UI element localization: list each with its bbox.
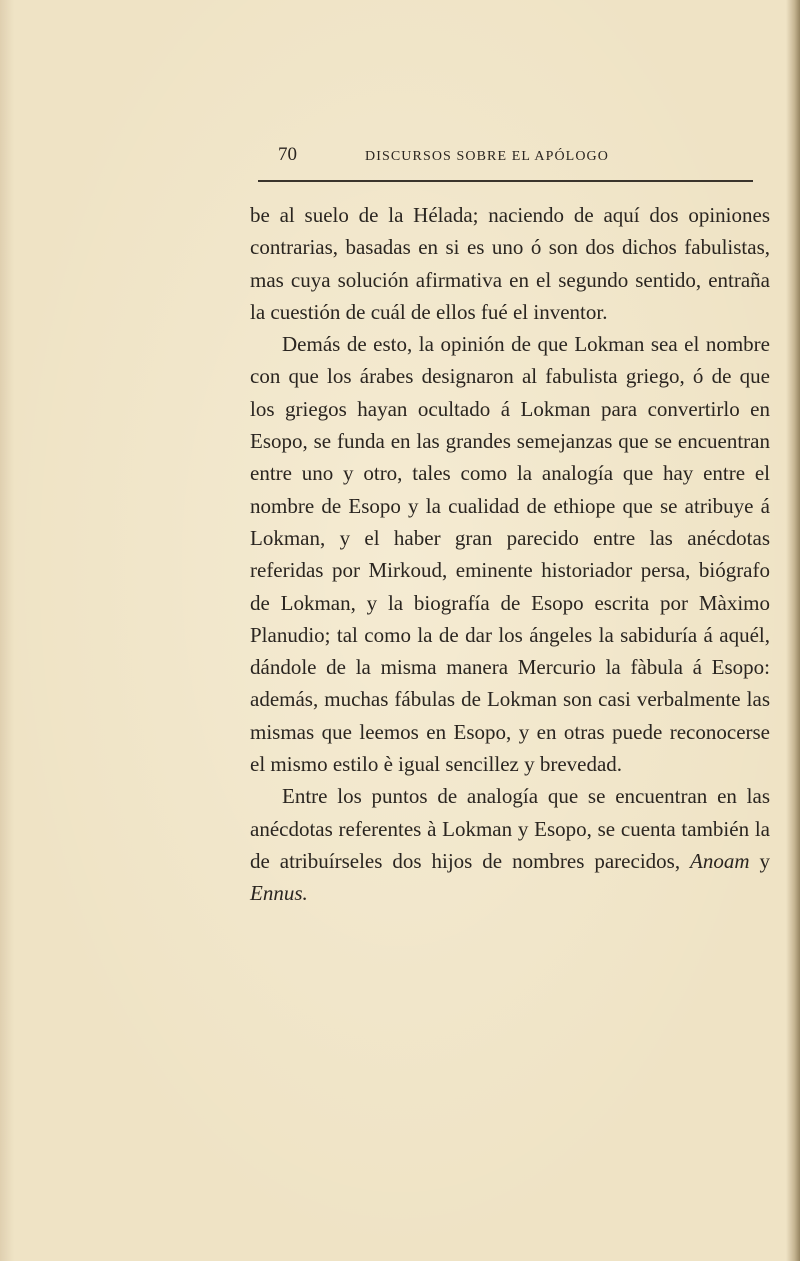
- header-rule: [258, 180, 753, 182]
- paragraph-last: [250, 780, 770, 909]
- conjunction: y: [759, 848, 771, 873]
- italic-name-anoam: Anoam: [690, 848, 750, 873]
- body-text: [250, 199, 770, 910]
- paragraph-text: Entre los puntos de analogía que se encuentran en las anécdotas referentes à Lokman y Esopo, se cuenta también la de atribuírseles dos hijos de nombres parecidos,: [250, 784, 770, 873]
- italic-name-ennus: Ennus.: [250, 881, 308, 906]
- page-number: 70: [278, 144, 297, 165]
- page-header: [255, 143, 767, 167]
- paragraph-continued: be al suelo de la Hélada; naciendo de aquí dos opiniones contrarias, basadas en si es uno ó son dos dichos fabulistas, mas cuya solución afirmativa en el segundo sentido, entraña la cuestión de cuál de ellos fué el inventor.: [250, 203, 770, 324]
- page-edge-shadow: [786, 0, 800, 1261]
- running-title: DISCURSOS SOBRE EL APÓLOGO: [365, 149, 609, 164]
- paragraph: Demás de esto, la opinión de que Lokman sea el nombre con que los árabes designaron al fabulista griego, ó de que los griegos hayan ocultado á Lokman para convertirlo en Esopo, se funda en las grandes semejanzas que se encuentran entre uno y otro, tales como la analogía que hay entre el nombre de Esopo y la cualidad de ethiope que se atribuye á Lokman, y el haber gran parecido entre las anécdotas referidas por Mirkoud, eminente historiador persa, biógrafo de Lokman, y la biografía de Esopo escrita por Màximo Planudio; tal como la de dar los ángeles la sabiduría á aquél, dándole de la misma manera Mercurio la fàbula á Esopo: además, muchas fábulas de Lokman son casi verbalmente las mismas que leemos en Esopo, y en otras puede reconocerse el mismo estilo è igual sencillez y brevedad.: [250, 332, 770, 777]
